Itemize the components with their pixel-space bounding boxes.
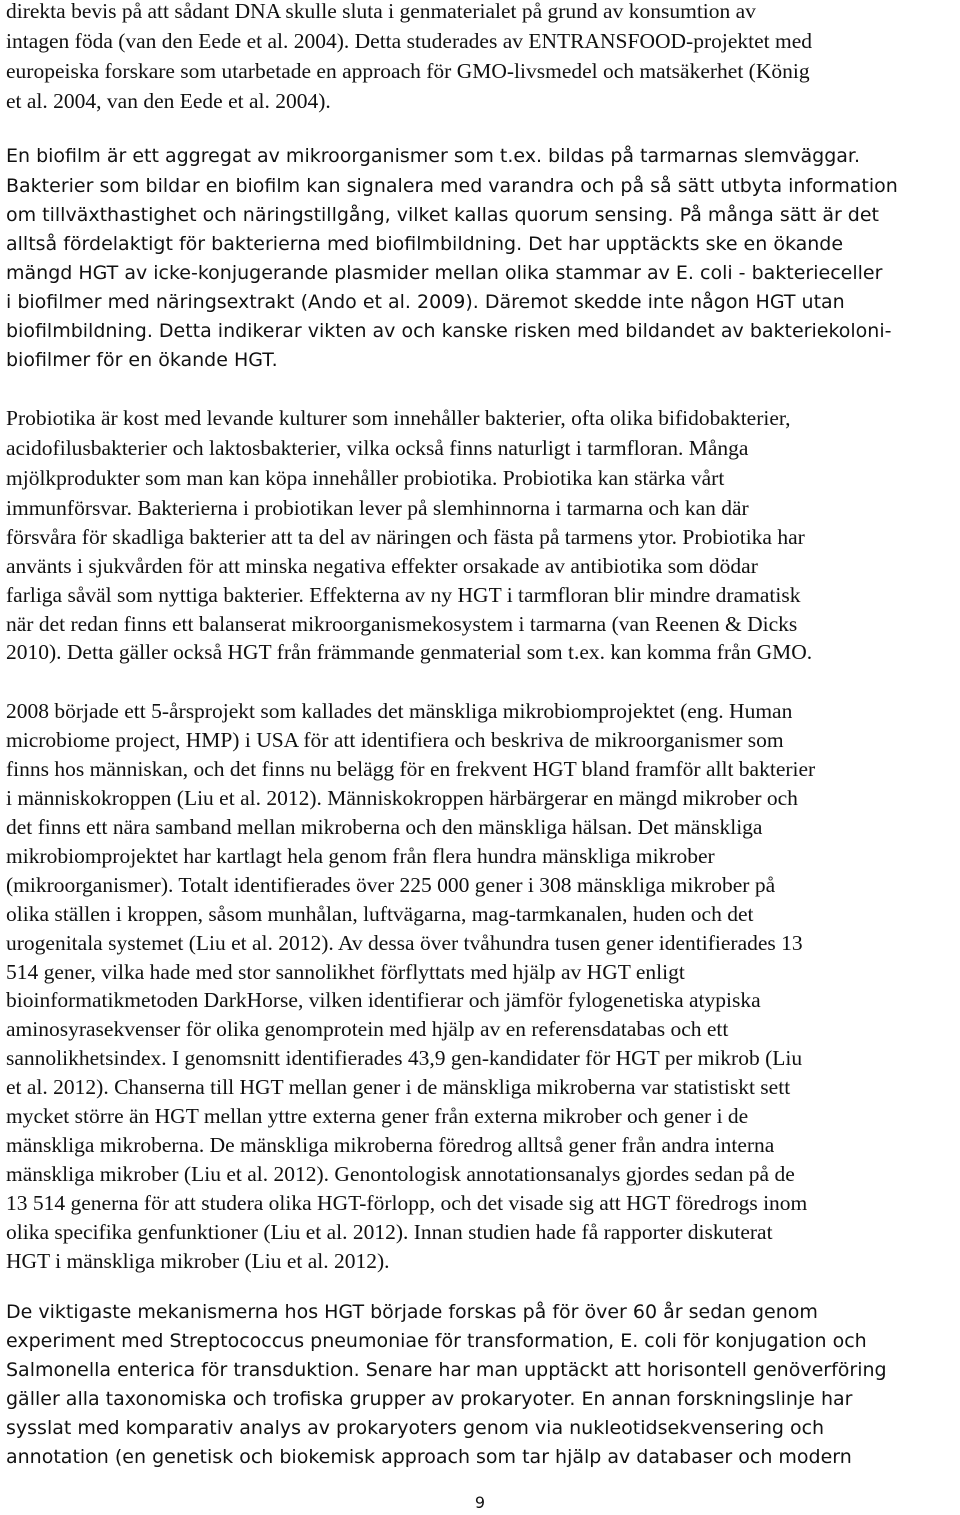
- paragraph-4-line-18: 13 514 generna för att studera olika HGT-förlopp, och det visade sig att HGT föredrogs inom: [6, 1191, 808, 1215]
- paragraph-1-line-1: direkta bevis på att sådant DNA skulle sluta i genmaterialet på grund av konsumtion av: [6, 0, 756, 23]
- paragraph-1-line-3: europeiska forskare som utarbetade en approach för GMO-livsmedel och matsäkerhet (König: [6, 59, 810, 83]
- paragraph-4-line-10: 514 gener, vilka hade med stor sannolikhet förflyttats med hjälp av HGT enligt: [6, 960, 685, 984]
- paragraph-4-line-15: mycket större än HGT mellan yttre externa gener från externa mikrober och gener i de: [6, 1104, 749, 1128]
- paragraph-5-line-2: experiment med Streptococcus pneumoniae för transformation, E. coli för konjugation och: [6, 1330, 867, 1352]
- paragraph-4-line-8: olika ställen i kroppen, såsom munhålan, luftvägarna, mag-tarmkanalen, huden och det: [6, 902, 754, 926]
- paragraph-2-line-2: Bakterier som bildar en biofilm kan signalera med varandra och på så sätt utbyta information: [6, 175, 898, 197]
- paragraph-2-line-1: En biofilm är ett aggregat av mikroorganismer som t.ex. bildas på tarmarnas slemväggar.: [6, 145, 861, 167]
- paragraph-3-line-3: mjölkprodukter som man kan köpa innehåller probiotika. Probiotika kan stärka vårt: [6, 466, 725, 490]
- paragraph-2-line-8: biofilmer för en ökande HGT.: [6, 349, 278, 371]
- paragraph-4-line-2: microbiome project, HMP) i USA för att identifiera och beskriva de mikroorganismer som: [6, 728, 784, 752]
- paragraph-5-line-1: De viktigaste mekanismerna hos HGT började forskas på för över 60 år sedan genom: [6, 1301, 818, 1323]
- paragraph-4-line-11: bioinformatikmetoden DarkHorse, vilken identifierar och jämför fylogenetiska atypiska: [6, 988, 761, 1012]
- paragraph-2-line-5: mängd HGT av icke-konjugerande plasmider mellan olika stammar av E. coli - bakterieceller: [6, 262, 883, 284]
- paragraph-5-line-6: annotation (en genetisk och biokemisk approach som tar hjälp av databaser och modern: [6, 1446, 852, 1468]
- paragraph-4-line-16: mänskliga mikroberna. De mänskliga mikroberna föredrog alltså gener från andra interna: [6, 1133, 775, 1157]
- paragraph-1-line-4: et al. 2004, van den Eede et al. 2004).: [6, 89, 331, 113]
- paragraph-3-line-4: immunförsvar. Bakterierna i probiotikan lever på slemhinnorna i tarmarna och kan där: [6, 496, 749, 520]
- paragraph-3-line-6: använts i sjukvården för att minska negativa effekter orsakade av antibiotika som dödar: [6, 554, 758, 578]
- paragraph-4-line-6: mikrobiomprojektet har kartlagt hela genom från flera hundra mänskliga mikrober: [6, 844, 715, 868]
- paragraph-4-line-3: finns hos människan, och det finns nu belägg för en frekvent HGT bland framför allt bakterier: [6, 757, 816, 781]
- paragraph-5-line-5: sysslat med komparativ analys av prokaryoters genom via nukleotidsekvensering och: [6, 1417, 825, 1439]
- paragraph-4-line-4: i människokroppen (Liu et al. 2012). Människokroppen härbärgerar en mängd mikrober och: [6, 786, 798, 810]
- paragraph-4-line-12: aminosyrasekvenser för olika genomprotein med hjälp av en referensdatabas och ett: [6, 1017, 729, 1041]
- paragraph-4-line-19: olika specifika genfunktioner (Liu et al. 2012). Innan studien hade få rapporter diskuterat: [6, 1220, 773, 1244]
- paragraph-2-line-4: alltså fördelaktigt för bakterierna med biofilmbildning. Det har upptäckts ske en ökande: [6, 233, 844, 255]
- paragraph-5-line-4: gäller alla taxonomiska och trofiska grupper av prokaryoter. En annan forskningslinje har: [6, 1388, 853, 1410]
- paragraph-2-line-6: i biofilmer med näringsextrakt (Ando et al. 2009). Däremot skedde inte någon HGT utan: [6, 291, 845, 313]
- paragraph-4-line-17: mänskliga mikrober (Liu et al. 2012). Genontologisk annotationsanalys gjordes sedan på de: [6, 1162, 795, 1186]
- paragraph-1-line-2: intagen föda (van den Eede et al. 2004). Detta studerades av ENTRANSFOOD-projektet med: [6, 29, 813, 53]
- paragraph-5-line-3: Salmonella enterica för transduktion. Senare har man upptäckt att horisontell genöverföring: [6, 1359, 887, 1381]
- paragraph-4-line-9: urogenitala systemet (Liu et al. 2012). Av dessa över tvåhundra tusen gener identifierades 13: [6, 931, 803, 955]
- paragraph-4-line-13: sannolikhetsindex. I genomsnitt identifierades 43,9 gen-kandidater för HGT per mikrob (Liu: [6, 1046, 803, 1070]
- paragraph-4-line-7: (mikroorganismer). Totalt identifierades över 225 000 gener i 308 mänskliga mikrober på: [6, 873, 776, 897]
- paragraph-3-line-1: Probiotika är kost med levande kulturer som innehåller bakterier, ofta olika bifidobakterier,: [6, 406, 791, 430]
- paragraph-4-line-14: et al. 2012). Chanserna till HGT mellan gener i de mänskliga mikroberna var statistiskt sett: [6, 1075, 791, 1099]
- paragraph-3-line-5: försvåra för skadliga bakterier att ta del av näringen och fästa på tarmens ytor. Probiotika har: [6, 525, 805, 549]
- paragraph-3-line-9: 2010). Detta gäller också HGT från främmande genmaterial som t.ex. kan komma från GMO.: [6, 640, 813, 664]
- paragraph-4-line-1: 2008 började ett 5-årsprojekt som kallades det mänskliga mikrobiomprojektet (eng. Human: [6, 699, 793, 723]
- paragraph-3-line-7: farliga såväl som nyttiga bakterier. Effekterna av ny HGT i tarmfloran blir mindre dramatisk: [6, 583, 801, 607]
- paragraph-4-line-5: det finns ett nära samband mellan mikroberna och den mänskliga hälsan. Det mänskliga: [6, 815, 763, 839]
- paragraph-3-line-2: acidofilusbakterier och laktosbakterier, vilka också finns naturligt i tarmfloran. Många: [6, 436, 749, 460]
- paragraph-2-line-7: biofilmbildning. Detta indikerar vikten av och kanske risken med bildandet av bakteriekoloni-: [6, 320, 892, 342]
- page-number: 9: [474, 1493, 486, 1512]
- paragraph-4-line-20: HGT i mänskliga mikrober (Liu et al. 2012).: [6, 1249, 390, 1273]
- paragraph-3-line-8: när det redan finns ett balanserat mikroorganismekosystem i tarmarna (van Reenen & Dicks: [6, 612, 798, 636]
- paragraph-2-line-3: om tillväxthastighet och näringstillgång, vilket kallas quorum sensing. På många sätt är det: [6, 204, 880, 226]
